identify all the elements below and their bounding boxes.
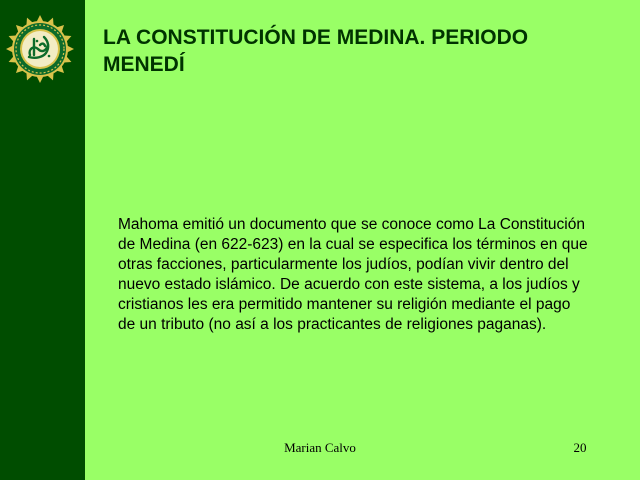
- footer-author: Marian Calvo: [284, 440, 356, 455]
- sidebar-band: [0, 0, 85, 480]
- page-number: 20: [573, 440, 587, 455]
- calligraphy-medallion-icon: [5, 14, 75, 84]
- slide-title: LA CONSTITUCIÓN DE MEDINA. PERIODO MENEDÍ: [103, 26, 529, 76]
- slide-body-text: Mahoma emitió un documento que se conoce como La Constitución de Medina (en 622-623) en la cual se especifica los términos en que otras facciones, particularmente los judíos, podían vivir dentro del nuevo estado islámico. De acuerdo con este sistema, a los judíos y cristianos les era permitido mantener su religión mediante el pago de un tributo (no así a los practicantes de religiones paganas).: [118, 216, 588, 333]
